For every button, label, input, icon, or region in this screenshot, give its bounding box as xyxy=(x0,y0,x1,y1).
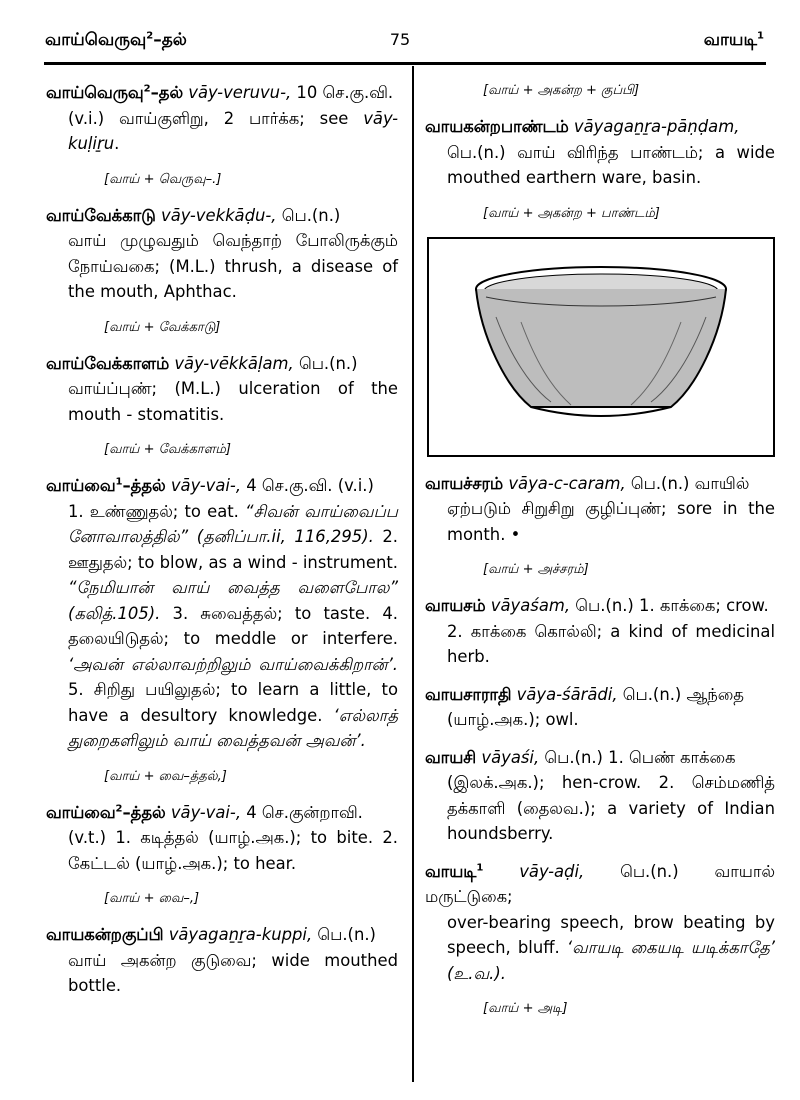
entry xyxy=(425,114,775,191)
grammar: பெ.(n.) 1. பெண் காக்கை xyxy=(539,747,736,767)
headword: வாய்வேக்காடு xyxy=(46,205,156,225)
headword: வாய்வெருவு$^2$–தல் xyxy=(46,83,184,102)
left-column xyxy=(46,80,398,999)
headword: வாயச்சரம் xyxy=(425,473,504,493)
entry xyxy=(46,80,398,157)
definition: over-bearing speech, brow beating by speech, bluff. ‘வாயடி கையடி யடிக்காதே’ (உ.வ.). xyxy=(447,912,775,983)
etymology: [வாய் + வெருவு–.] xyxy=(104,171,222,187)
definition xyxy=(46,499,398,754)
grammar: 4 செ.குன்றாவி. xyxy=(241,802,363,822)
etymology: [வாய் + அகன்ற + குப்பி] xyxy=(483,83,640,98)
transliteration: vāyagaṉṟa-pāṇḍam, xyxy=(573,117,740,136)
definition: வாய் முழுவதும் வெந்தாற் போலிருக்கும் நோய்வகை; (M.L.) thrush, a disease of the mouth, Aphthac. xyxy=(68,231,398,301)
etymology: [வாய் + வை–த்தல்,] xyxy=(104,768,227,784)
transliteration: vāy-vai-, xyxy=(170,802,242,822)
grammar: பெ.(n.) ஆந்தை xyxy=(617,684,744,704)
grammar: பெ.(n.) xyxy=(312,925,376,944)
grammar: பெ.(n.) வாயால் மருட்டுகை; xyxy=(425,861,775,906)
grammar: 10 செ.கு.வி. xyxy=(291,83,394,102)
grammar: பெ.(n.) 1. காக்கை; crow. xyxy=(570,596,769,615)
sense: 4. தலையிடுதல்; to meddle or interfere. ‘அவன் எல்லாவற்றிலும் வாய்வைக்கிறான்’. xyxy=(68,603,398,674)
definition: வாய்ப்புண்; (M.L.) ulceration of the mouth - stomatitis. xyxy=(68,379,398,424)
etymology: [வாய் + அகன்ற + பாண்டம்] xyxy=(483,205,660,221)
grammar: பெ.(n.) xyxy=(276,205,341,225)
transliteration: vāyaśam, xyxy=(490,596,571,615)
transliteration: vāy-vekkāḍu-, xyxy=(161,205,277,225)
etymology: [வாய் + வேக்காளம்] xyxy=(104,442,231,457)
entry xyxy=(425,745,775,847)
headword: வாயகன்றகுப்பி xyxy=(46,925,164,944)
transliteration: vāyagaṉṟa-kuppi, xyxy=(168,925,313,944)
definition: (இலக்.அக.); hen-crow. 2. செம்மணித் தக்காளி (தைலவ.); a variety of Indian houndsberry. xyxy=(447,773,775,843)
entry xyxy=(46,473,398,754)
entry xyxy=(425,593,775,670)
etymology: [வாய் + வேக்காடு] xyxy=(104,319,221,335)
etymology: [வாய் + வை–,] xyxy=(104,891,200,906)
etymology: [வாய் + அச்சரம்] xyxy=(483,562,589,577)
transliteration: vāy-vēkkāḷam, xyxy=(174,353,294,373)
basin-icon xyxy=(451,247,751,447)
grammar: பெ.(n.) வாயில் xyxy=(625,473,750,493)
sense: 5. சிறிது பயிலுதல்; to learn a little, to have a desultory knowledge. ‘எல்லாத் துறைகளிலும் வாய் வைத்தவன் அவன்’. xyxy=(68,680,398,750)
running-head-right: வாயடி$^1$ xyxy=(703,30,764,50)
etymology: [வாய் + அடி] xyxy=(483,1001,568,1016)
transliteration: vāy-veruvu-, xyxy=(188,83,292,102)
headword: வாய்வேக்காளம் xyxy=(46,353,170,373)
definition: வாய் அகன்ற குடுவை; wide mouthed bottle. xyxy=(68,950,398,995)
sense: 1. உண்ணுதல்; to eat. “சிவன் வாய்வைப்ப னோவாலத்தில்” (தனிப்பா.ii, 116,295). xyxy=(68,501,398,546)
grammar: 4 செ.கு.வி. (v.i.) xyxy=(241,476,374,495)
headword: வாயசாராதி xyxy=(425,684,512,704)
definition: 2. காக்கை கொல்லி; a kind of medicinal herb. xyxy=(447,621,775,666)
entry xyxy=(46,800,398,877)
transliteration: vāya-śārādi, xyxy=(516,684,618,704)
definition: (யாழ்.அக.); owl. xyxy=(447,710,579,729)
headword: வாய்வை$^1$–த்தல் xyxy=(46,476,166,495)
definition: ஏற்படும் சிறுசிறு குழிப்புண்; sore in the month. • xyxy=(447,499,775,544)
running-head-left: வாய்வெருவு$^2$–தல் xyxy=(45,30,187,50)
entry xyxy=(425,859,775,987)
headword: வாயடி$^1$ xyxy=(425,861,484,881)
headword: வாயகன்றபாண்டம் xyxy=(425,117,569,136)
entry xyxy=(46,203,398,305)
sense: 2. ஊதுதல்; to blow, as a wind - instrument. “நேமியான் வாய் வைத்த வளைபோல” (கலித்.105). 3. சுவைத்தல்; to taste. xyxy=(68,527,399,623)
right-column xyxy=(425,80,775,1032)
basin-illustration xyxy=(427,237,775,457)
header-rule xyxy=(44,62,766,65)
headword: வாயசம் xyxy=(425,596,486,615)
transliteration: vāy-aḍi, xyxy=(519,861,585,881)
definition: பெ.(n.) வாய் விரிந்த பாண்டம்; a wide mouthed earthern ware, basin. xyxy=(447,142,775,187)
entry xyxy=(46,922,398,999)
transliteration: vāya-c-caram, xyxy=(508,473,626,493)
entry xyxy=(425,471,775,548)
headword: வாய்வை$^2$–த்தல் xyxy=(46,802,166,822)
transliteration: vāy-vai-, xyxy=(170,476,242,495)
entry xyxy=(425,682,775,733)
page-number: 75 xyxy=(389,30,411,49)
column-divider xyxy=(412,66,414,1082)
entry xyxy=(46,351,398,428)
transliteration: vāyaśi, xyxy=(481,747,540,767)
definition: (v.t.) 1. கடித்தல் (யாழ்.அக.); to bite. 2. கேட்டல் (யாழ்.அக.); to hear. xyxy=(68,828,398,873)
grammar: பெ.(n.) xyxy=(293,353,358,373)
definition: (v.i.) வாய்குளிறு, 2 பார்க்க; see vāy-kuḷiṟu. xyxy=(68,108,398,153)
headword: வாயசி xyxy=(425,747,477,767)
